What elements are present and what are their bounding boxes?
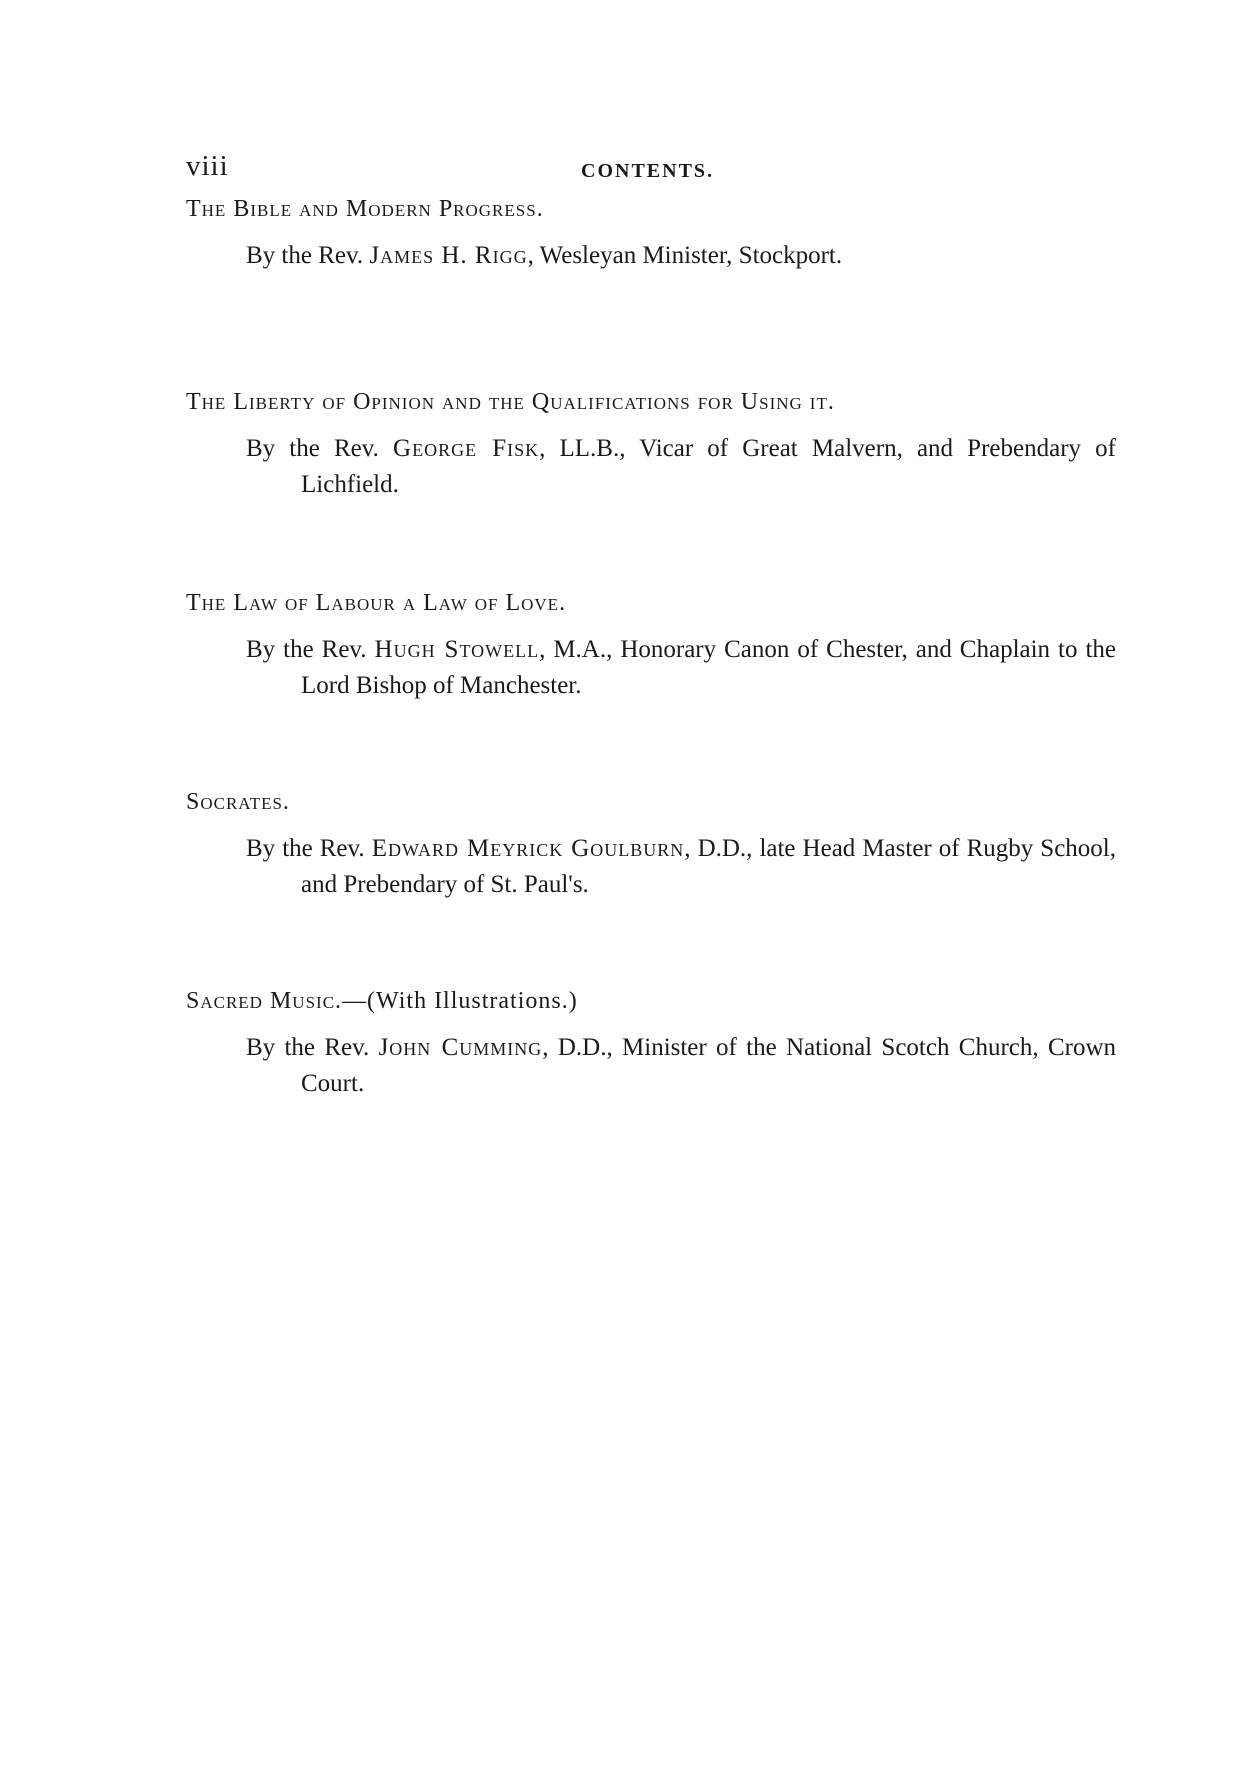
contents-entry — [186, 586, 1116, 704]
contents-entry — [186, 984, 1116, 1102]
running-title: CONTENTS. — [581, 160, 715, 182]
contents-entry — [186, 785, 1116, 903]
author-name: Hugh Stowell — [374, 636, 540, 663]
entry-author: By the Rev. Hugh Stowell, M.A., Honorary Canon of Chester, and Chaplain to the Lord Bishop of Manchester. — [246, 636, 1116, 699]
entry-title: Sacred Music.—(With Illustrations.) — [186, 988, 578, 1014]
entry-author: By the Rev. John Cumming, D.D., Minister of the National Scotch Church, Crown Court. — [246, 1034, 1116, 1097]
entry-author: By the Rev. Edward Meyrick Goulburn, D.D., late Head Master of Rugby School, and Prebendary of St. Paul's. — [246, 835, 1116, 898]
entry-title: Socrates. — [186, 789, 290, 815]
page-header — [186, 150, 1086, 190]
contents-entry — [186, 385, 1116, 503]
page-number: viii — [186, 150, 229, 182]
author-name: James H. Rigg — [369, 242, 528, 269]
author-name: George Fisk — [393, 435, 540, 462]
entry-title: The Liberty of Opinion and the Qualifications for Using it. — [186, 389, 835, 415]
author-name: John Cumming — [378, 1034, 543, 1061]
contents-entry — [186, 192, 1086, 274]
entry-title: The Bible and Modern Progress. — [186, 196, 544, 222]
entry-author: By the Rev. James H. Rigg, Wesleyan Minister, Stockport. — [246, 242, 843, 269]
author-name: Edward Meyrick Goulburn — [371, 835, 685, 862]
entry-author: By the Rev. George Fisk, LL.B., Vicar of Great Malvern, and Prebendary of Lichfield. — [246, 435, 1116, 498]
entry-title: The Law of Labour a Law of Love. — [186, 590, 567, 616]
